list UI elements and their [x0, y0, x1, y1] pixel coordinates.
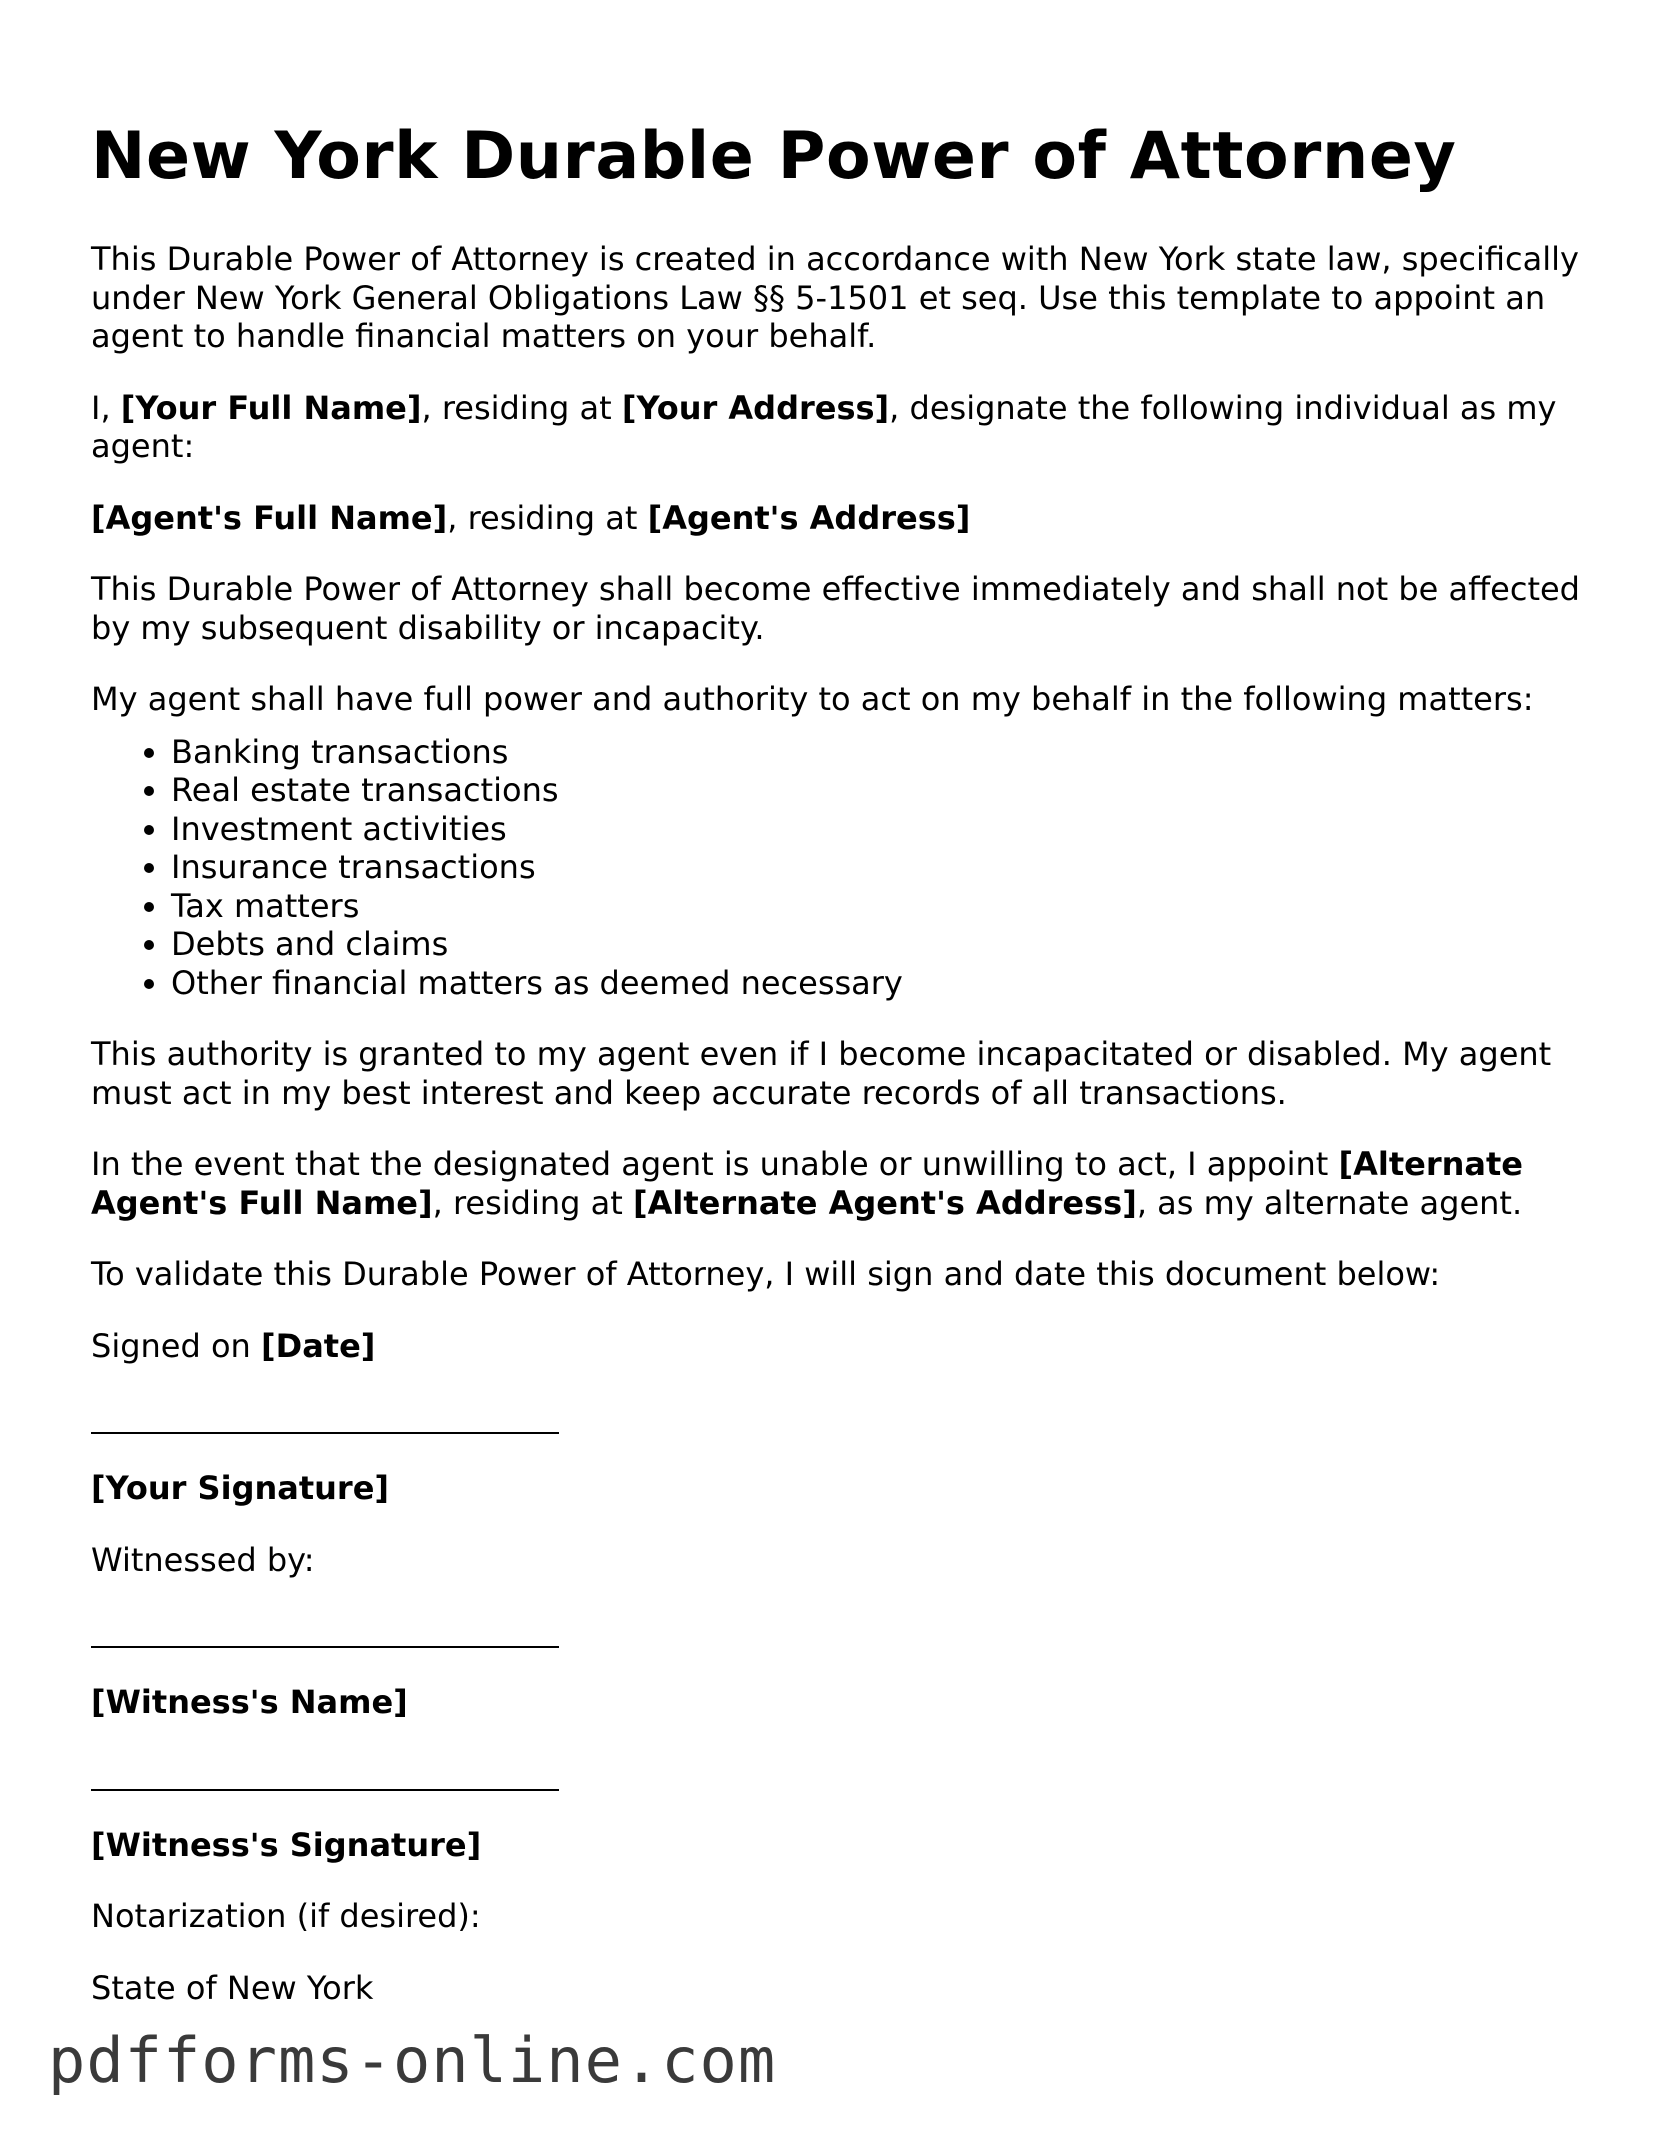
powers-intro: My agent shall have full power and authority to act on my behalf in the following matters:: [91, 680, 1534, 718]
alternate-agent-address-field: [Alternate Agent's Address]: [632, 1183, 1137, 1222]
agent-paragraph: [91, 499, 1591, 538]
signed-prefix: Signed on: [91, 1326, 261, 1365]
alternate-mid: , residing at: [432, 1183, 633, 1222]
witness-name-label: [91, 1683, 1591, 1722]
witness-signature-text: [Witness's Signature]: [91, 1825, 482, 1864]
signed-on-line: [91, 1327, 1591, 1366]
list-item: • Insurance transactions: [171, 848, 1591, 887]
list-item: • Debts and claims: [171, 925, 1591, 964]
watermark: pdfforms-online.com: [48, 2024, 777, 2097]
notarization-label: Notarization (if desired):: [91, 1897, 481, 1935]
alternate-suffix: , as my alternate agent.: [1136, 1183, 1523, 1222]
witness-signature-line: [91, 1755, 1591, 1793]
witness-name-underline: [91, 1612, 559, 1648]
witness-name-line: [91, 1612, 1591, 1650]
page-title: New York Durable Power of Attorney: [91, 119, 1457, 194]
alternate-prefix: In the event that the designated agent is unable or unwilling to act, I appoint: [91, 1145, 1339, 1183]
signature-line: [91, 1398, 1591, 1436]
state-line: State of New York: [91, 1968, 374, 2007]
witnessed-by-label: Witnessed by:: [91, 1540, 315, 1579]
alternate-agent-paragraph: [91, 1145, 1591, 1222]
your-signature-text: [Your Signature]: [91, 1469, 390, 1507]
principal-address-field: [Your Address]: [621, 388, 890, 427]
principal-name-field: [Your Full Name]: [120, 388, 422, 427]
principal-prefix: I,: [91, 388, 121, 427]
witness-signature-underline: [91, 1755, 559, 1791]
agent-mid: , residing at: [447, 498, 648, 537]
list-item: • Tax matters: [171, 887, 1591, 926]
list-item: • Banking transactions: [171, 733, 1591, 772]
effective-paragraph: This Durable Power of Attorney shall become effective immediately and shall not be affected by my subsequent disability or incapacity.: [91, 570, 1580, 647]
list-item: • Other financial matters as deemed necessary: [171, 964, 1591, 1003]
document-page: [91, 118, 1591, 2040]
alternate-agent-name-field: [Alternate Agent's Full Name]: [91, 1145, 1523, 1222]
signature-underline: [91, 1398, 559, 1434]
witness-name-text: [Witness's Name]: [91, 1683, 408, 1721]
principal-mid: , residing at: [421, 388, 622, 427]
signed-date-field: [Date]: [261, 1326, 376, 1365]
validate-paragraph: To validate this Durable Power of Attorney, I will sign and date this document below:: [91, 1255, 1441, 1293]
agent-address-field: [Agent's Address]: [647, 498, 971, 537]
agent-name-field: [Agent's Full Name]: [91, 498, 448, 537]
principal-paragraph: [91, 389, 1591, 466]
intro-paragraph: This Durable Power of Attorney is created in accordance with New York state law, specifically under New York General Obligations Law §§ 5-1501 et seq. Use this template to appoint an agent to handle financial matters on your behalf.: [91, 240, 1579, 355]
principal-suffix: , designate the following individual as my agent:: [91, 388, 1557, 465]
witness-signature-label: [91, 1826, 1591, 1865]
authority-paragraph: This authority is granted to my agent even if I become incapacitated or disabled. My agent must act in my best interest and keep accurate records of all transactions.: [91, 1035, 1552, 1112]
list-item: • Real estate transactions: [171, 771, 1591, 810]
your-signature-label: [91, 1469, 1591, 1508]
powers-list: [91, 733, 1591, 1003]
list-item: • Investment activities: [171, 810, 1591, 849]
